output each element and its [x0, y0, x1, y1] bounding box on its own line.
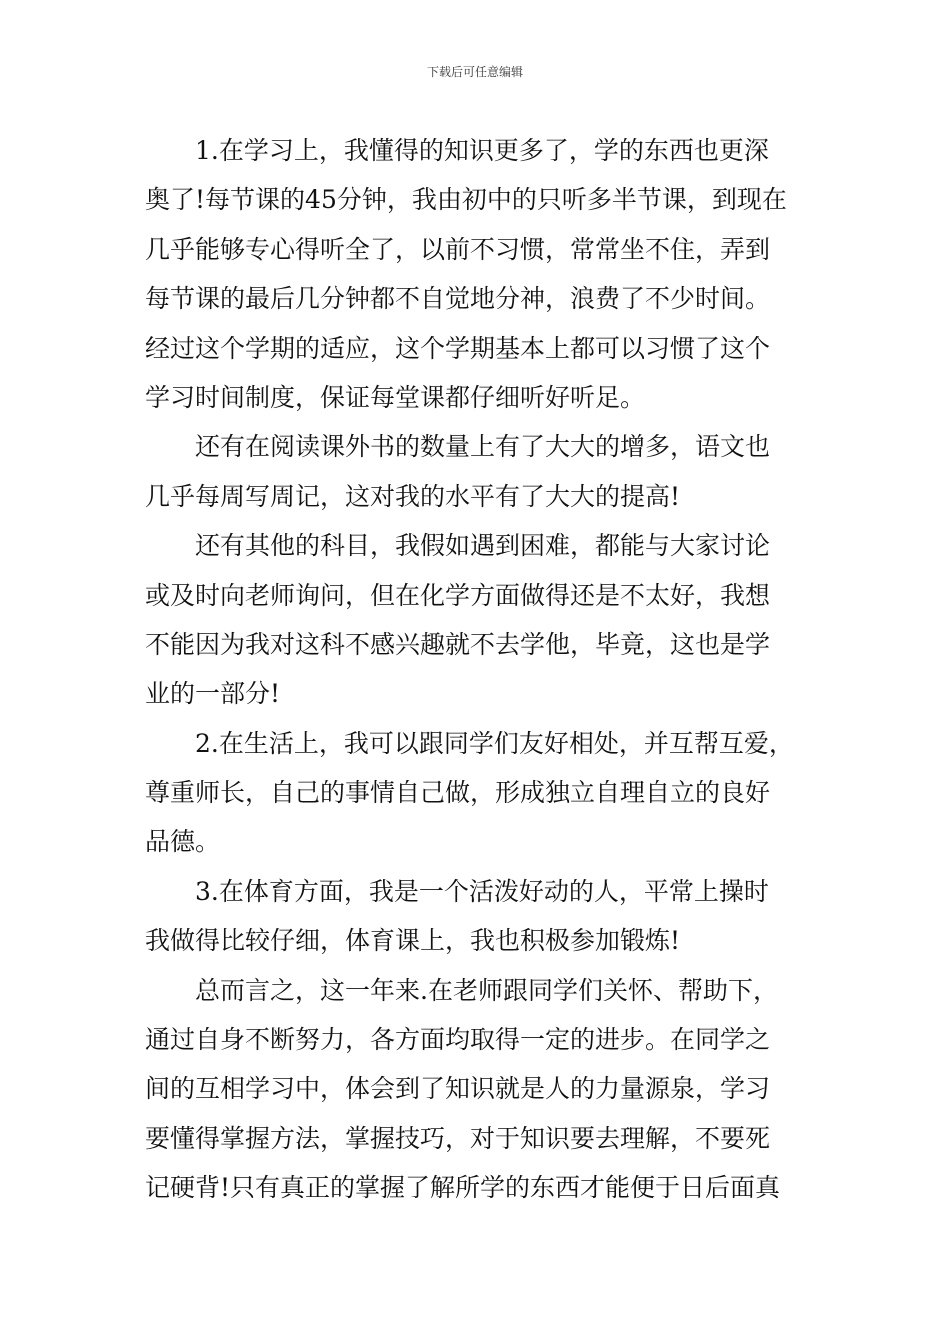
text-line: 学习时间制度，保证每堂课都仔细听好听足。 — [145, 382, 646, 412]
text-line: 总而言之，这一年来.在老师跟同学们关怀、帮助下， — [195, 975, 778, 1005]
text-line: 间的互相学习中，体会到了知识就是人的力量源泉，学习 — [145, 1074, 771, 1104]
text-line: 奥了!每节课的45分钟，我由初中的只听多半节课，到现在 — [145, 185, 787, 215]
text-line: 还有其他的科目，我假如遇到困难，都能与大家讨论 — [195, 531, 771, 561]
text-line: 3.在体育方面，我是一个活泼好动的人，平常上操时 — [195, 876, 769, 906]
text-line: 通过自身不断努力，各方面均取得一定的进步。在同学之 — [145, 1025, 771, 1055]
text-line: 经过这个学期的适应，这个学期基本上都可以习惯了这个 — [145, 333, 771, 363]
text-line: 尊重师长，自己的事情自己做，形成独立自理自立的良好 — [145, 778, 771, 808]
text-line: 记硬背!只有真正的掌握了解所学的东西才能便于日后面真 — [145, 1173, 781, 1203]
text-line: 1.在学习上，我懂得的知识更多了，学的东西也更深 — [195, 136, 769, 165]
document-body — [145, 126, 825, 1213]
text-line: 不能因为我对这科不感兴趣就不去学他，毕竟，这也是学 — [145, 629, 771, 659]
text-line: 品德。 — [145, 827, 221, 857]
text-line: 还有在阅读课外书的数量上有了大大的增多，语文也 — [195, 432, 771, 462]
text-line: 几乎每周写周记，这对我的水平有了大大的提高! — [145, 481, 681, 511]
text-line: 或及时向老师询问，但在化学方面做得还是不太好，我想 — [145, 580, 771, 610]
text-line: 每节课的最后几分钟都不自觉地分神，浪费了不少时间。 — [145, 284, 771, 314]
text-line: 我做得比较仔细，体育课上，我也积极参加锻炼! — [145, 926, 681, 956]
text-line: 2.在生活上，我可以跟同学们友好相处，并互帮互爱， — [195, 728, 794, 758]
text-line: 业的一部分! — [145, 679, 281, 709]
page-header: 下载后可任意编辑 — [426, 65, 523, 79]
text-line: 几乎能够专心得听全了，以前不习惯，常常坐不住，弄到 — [145, 234, 771, 264]
text-line: 要懂得掌握方法，掌握技巧，对于知识要去理解，不要死 — [145, 1123, 771, 1153]
